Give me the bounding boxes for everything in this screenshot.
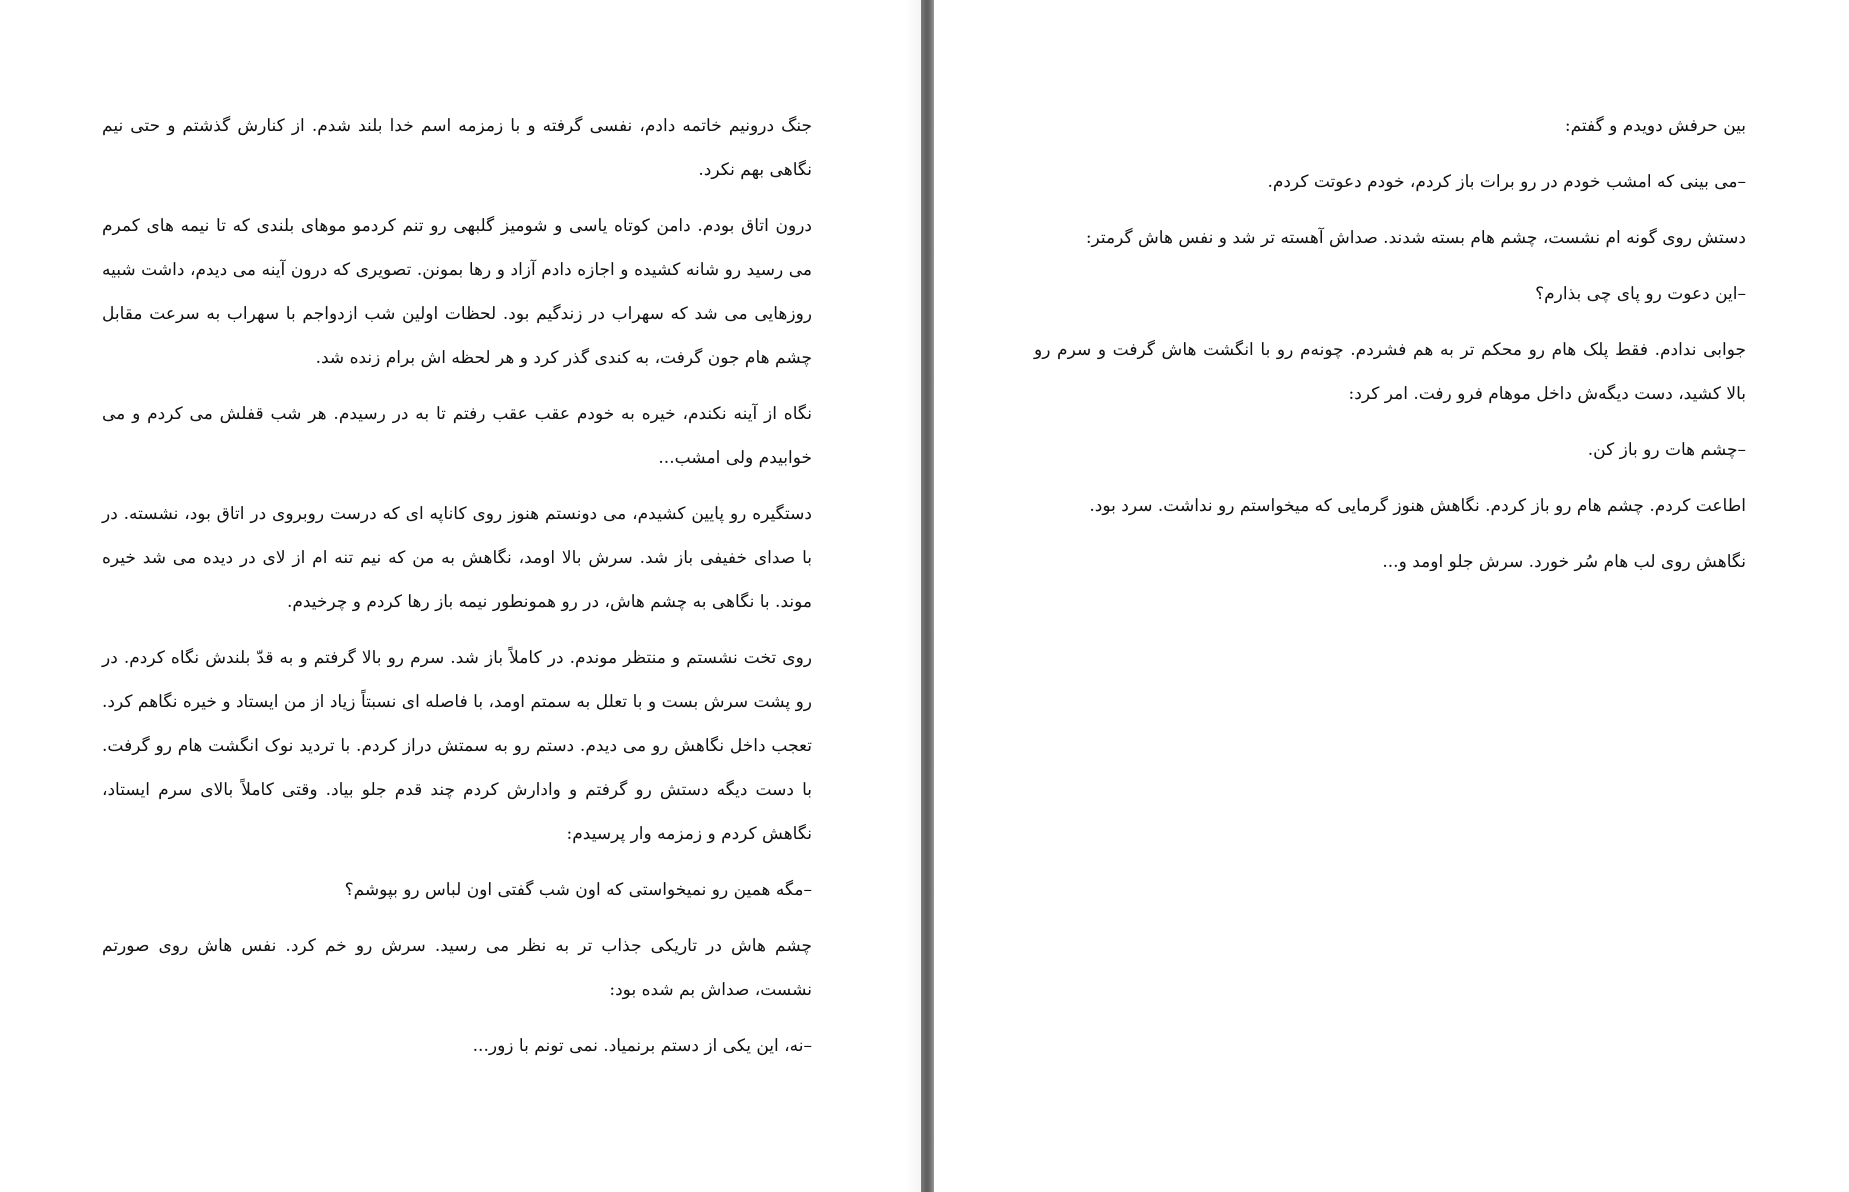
paragraph: نگاهش روی لب هام سُر خورد. سرش جلو اومد و... bbox=[1382, 552, 1746, 572]
right-page-text bbox=[1034, 104, 1746, 596]
paragraph: جوابی ندادم. فقط پلک هام رو محکم تر به هم فشردم. چونه‌م رو با انگشت هاش گرفت و سرم رو بالا کشید، دست دیگه‌ش داخل موهام فرو رفت. امر کرد: bbox=[1034, 340, 1746, 404]
left-page bbox=[0, 0, 921, 1192]
paragraph: –چشم هات رو باز کن. bbox=[1587, 440, 1746, 460]
paragraph: –این دعوت رو پای چی بذارم؟ bbox=[1535, 284, 1746, 304]
paragraph: دستش روی گونه ام نشست، چشم هام بسته شدند. صداش آهسته تر شد و نفس هاش گرمتر: bbox=[1085, 228, 1746, 248]
paragraph: نگاه از آینه نکندم، خیره به خودم عقب عقب رفتم تا به در رسیدم. هر شب قفلش می کردم و می خوابیدم ولی امشب... bbox=[102, 404, 812, 468]
paragraph: –می بینی که امشب خودم در رو برات باز کردم، خودم دعوتت کردم. bbox=[1267, 172, 1746, 192]
paragraph: درون اتاق بودم. دامن کوتاه یاسی و شومیز گلبهی رو تنم کردمو موهای بلندی که تا نیمه های کمرم می رسید رو شانه کشیده و اجازه دادم آزاد و رها بمونن. تصویری که درون آینه می دیدم، داشت شبیه روزهایی می شد که سهراب در زندگیم بود. لحظات اولین شب ازدواجم با سهراب به سرعت مقابل چشم هام جون گرفت، به کندی گذر کرد و هر لحظه اش برام زنده شد. bbox=[102, 216, 812, 368]
gutter-shadow bbox=[905, 0, 921, 1192]
right-page bbox=[934, 0, 1849, 1192]
paragraph: جنگ درونیم خاتمه دادم، نفسی گرفته و با زمزمه اسم خدا بلند شدم. از کنارش گذشتم و حتی نیم نگاهی بهم نکرد. bbox=[102, 116, 812, 180]
paragraph: –مگه همین رو نمیخواستی که اون شب گفتی اون لباس رو بپوشم؟ bbox=[344, 880, 812, 900]
paragraph: اطاعت کردم. چشم هام رو باز کردم. نگاهش هنوز گرمایی که میخواستم رو نداشت. سرد بود. bbox=[1089, 496, 1746, 516]
paragraph: دستگیره رو پایین کشیدم، می دونستم هنوز روی کاناپه ای که درست روبروی در اتاق بود، نشسته. در با صدای خفیفی باز شد. سرش بالا اومد، نگاهش به من که نیم تنه ام از لای در دیده می شد خیره موند. با نگاهی به چشم هاش، در رو همونطور نیمه باز رها کردم و چرخیدم. bbox=[102, 504, 812, 612]
paragraph: –نه، این یکی از دستم برنمیاد. نمی تونم با زور... bbox=[472, 1036, 812, 1056]
left-page-text bbox=[102, 104, 812, 1080]
paragraph: روی تخت نشستم و منتظر موندم. در کاملاً باز شد. سرم رو بالا گرفتم و به قدّ بلندش نگاه کردم. در رو پشت سرش بست و با تعلل به سمتم اومد، با فاصله ای نسبتاً زیاد از من ایستاد و خیره نگاهم کرد. تعجب داخل نگاهش رو می دیدم. دستم رو به سمتش دراز کردم. با تردید نوک انگشت هام رو گرفت. با دست دیگه دستش رو گرفتم و وادارش کردم چند قدم جلو بیاد. وقتی کاملاً بالای سرم ایستاد، نگاهش کردم و زمزمه وار پرسیدم: bbox=[102, 648, 812, 844]
paragraph: بین حرفش دویدم و گفتم: bbox=[1564, 116, 1746, 136]
page-gutter bbox=[921, 0, 934, 1192]
paragraph: چشم هاش در تاریکی جذاب تر به نظر می رسید. سرش رو خم کرد. نفس هاش روی صورتم نشست، صداش بم شده بود: bbox=[102, 936, 812, 1000]
